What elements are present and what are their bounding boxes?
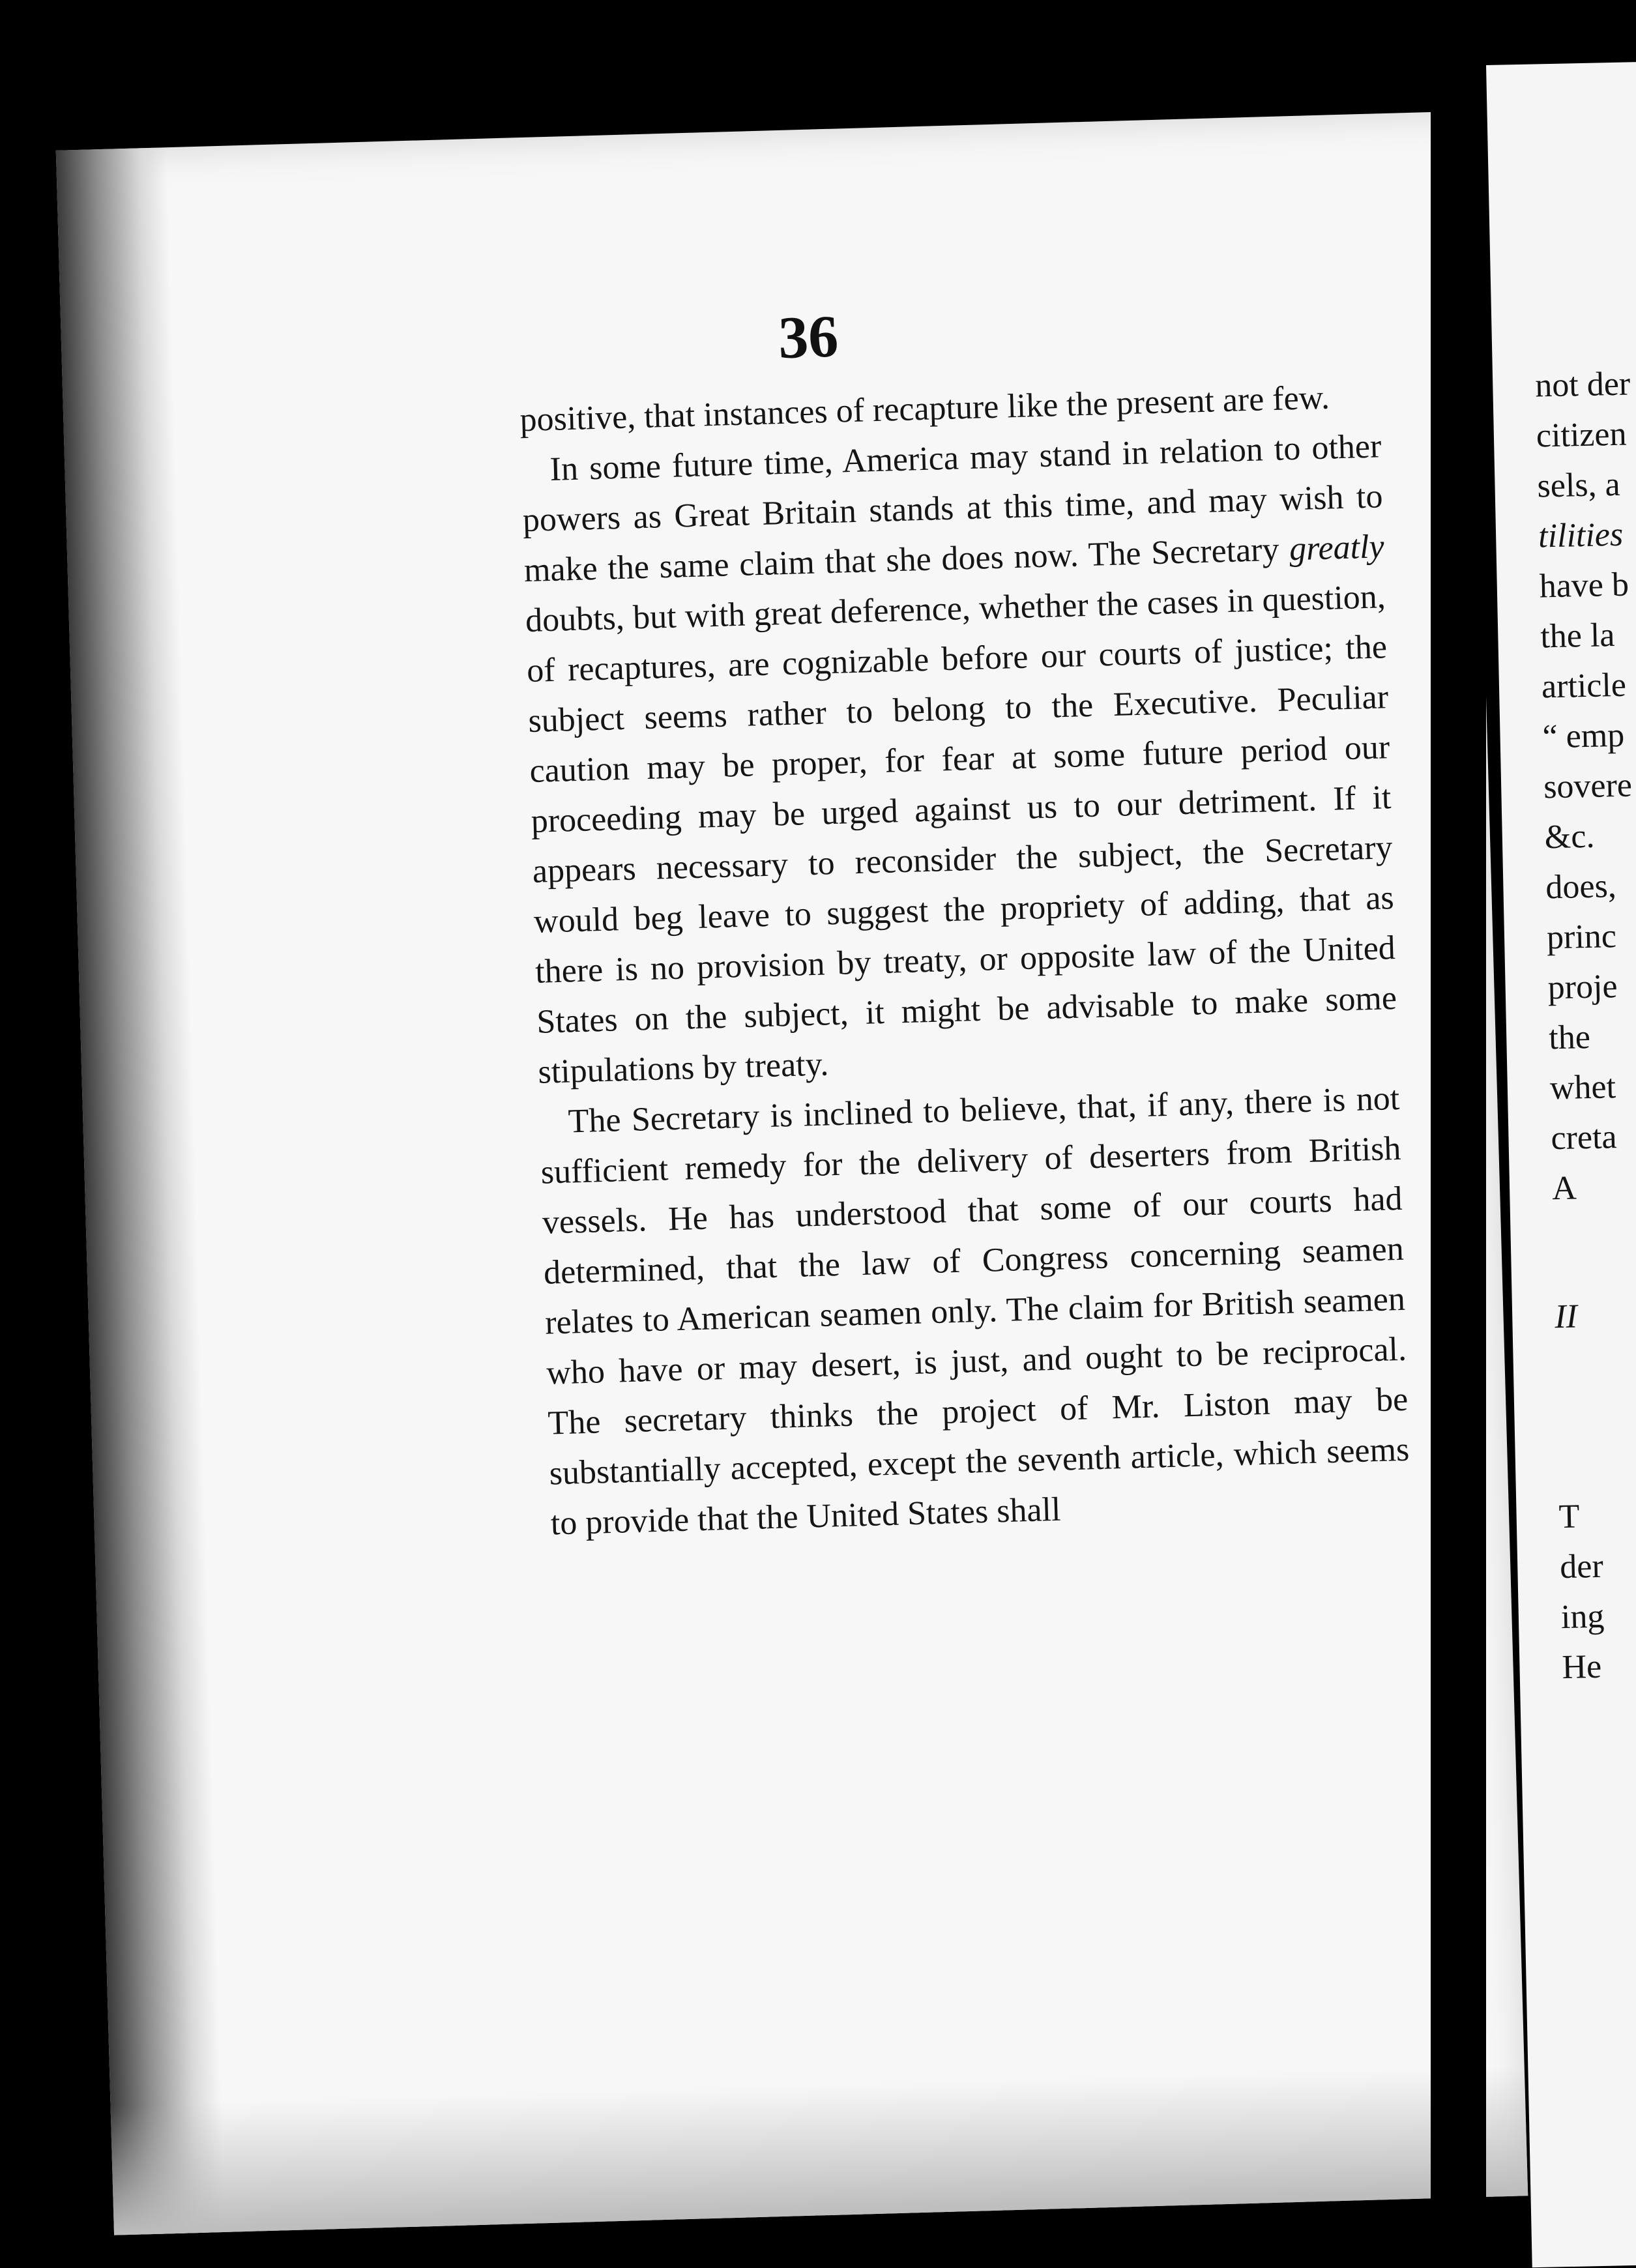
facing-line: the	[1548, 1018, 1591, 1057]
facing-line: princ	[1546, 918, 1617, 957]
facing-spacer	[1553, 1212, 1636, 1292]
paragraph-3: The Secretary is inclined to believe, that, if any, there is not sufficient remedy for the delivery of deserters from British vessels. He has understood that some of our courts had determined, that the law of Congress concerning seamen relates to American seamen only. The claim for British seamen who have or may desert, is just, and ought to be reciprocal. The secretary thinks the project of Mr. Liston may be substantially accepted, except the seventh article, which seems to provide that the United States shall	[540, 1079, 1410, 1543]
facing-line: ing	[1560, 1597, 1605, 1636]
facing-line: sovere	[1543, 766, 1633, 806]
facing-line: der	[1559, 1547, 1604, 1586]
facing-line: citizen	[1536, 415, 1628, 455]
facing-line: He	[1561, 1648, 1602, 1687]
facing-line: &c.	[1544, 817, 1595, 856]
facing-line: creta	[1550, 1118, 1618, 1157]
paragraph-1: positive, that instances of recapture like the present are few.	[519, 379, 1330, 439]
facing-spacer	[1555, 1340, 1636, 1492]
facing-line: does,	[1545, 867, 1617, 907]
facing-line: tilities	[1538, 516, 1624, 555]
facing-line: II	[1554, 1298, 1578, 1336]
facing-line: have b	[1539, 566, 1629, 605]
facing-line: not der	[1534, 365, 1631, 405]
paragraph-2	[521, 421, 1399, 1097]
facing-line: whet	[1549, 1068, 1616, 1107]
facing-line: article	[1541, 666, 1627, 706]
page-body-text	[519, 371, 1412, 1548]
facing-line: the la	[1540, 617, 1616, 656]
book-gutter	[1431, 0, 1486, 2268]
book-page-left	[56, 111, 1528, 2235]
paragraph-2-part-2: doubts, but with great deference, whether the cases in question, of recaptures, are cognizable before our courts of justice; the subject seems rather to belong to the Executive. Peculiar caution may be proper, for fear at some future period our proceeding may be urged against us to our detriment. If it appears necessary to reconsider the subject, the Secretary would beg leave to suggest the propriety of adding, that as there is no provision by treaty, or opposite law of the United States on the subject, it might be advisable to make some stipulations by treaty.	[525, 578, 1397, 1091]
facing-line: T	[1558, 1498, 1581, 1536]
facing-line: proje	[1547, 968, 1618, 1007]
facing-page-text	[1535, 358, 1636, 1693]
page-number: 36	[777, 302, 840, 371]
facing-line: “ emp	[1542, 716, 1625, 756]
emphasized-word: greatly	[1289, 528, 1385, 568]
facing-line: A	[1551, 1169, 1577, 1208]
facing-line: sels, a	[1536, 465, 1621, 505]
paragraph-2-part-1: In some future time, America may stand in relation to other powers as Great Britain stands at this time, and may wish to make the same claim that she does now. The Secretary	[522, 428, 1384, 590]
